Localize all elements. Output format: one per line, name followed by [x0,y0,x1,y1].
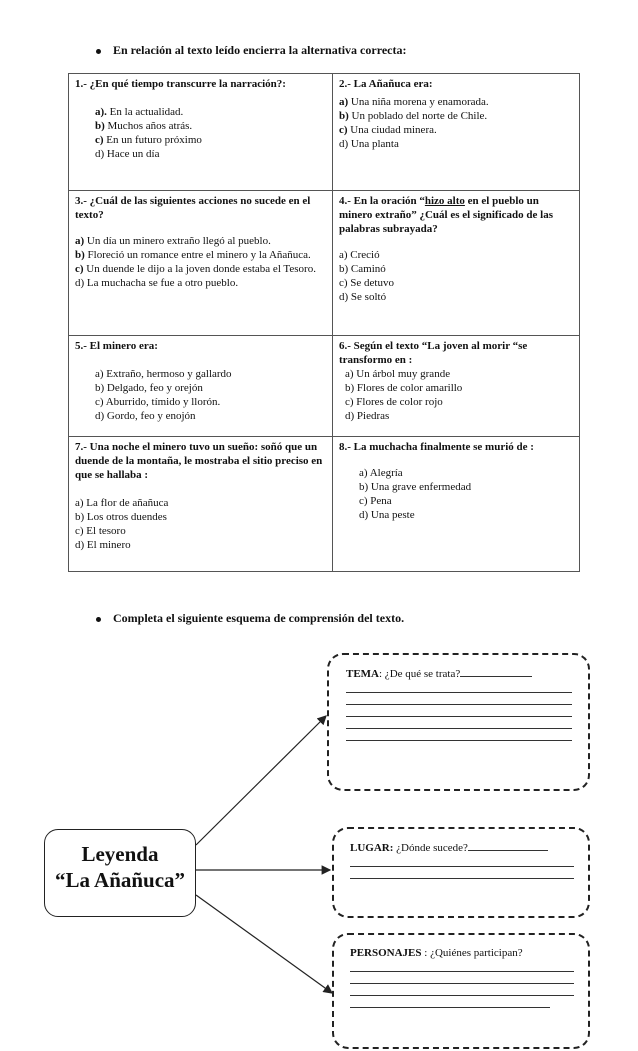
question-3-text: 3.- ¿Cuál de las siguientes acciones no sucede en el texto? [75,195,311,221]
lugar-prompt: LUGAR: ¿Dónde sucede? [350,840,574,855]
legend-title-line2: “La Añañuca” [54,868,186,892]
legend-center-box [44,829,196,917]
tema-prompt: TEMA: ¿De qué se trata? [346,666,572,681]
answer-line[interactable] [346,681,572,693]
question-1-text: 1.- ¿En qué tiempo transcurre la narración?: [75,78,286,90]
option[interactable]: c) El tesoro [75,525,126,537]
option[interactable]: b) Floreció un romance entre el minero y la Añañuca. [75,249,311,261]
option[interactable]: a) Alegría [359,467,403,479]
answer-line[interactable] [350,855,574,867]
answer-line[interactable] [346,705,572,717]
instruction-2-text: Completa el siguiente esquema de comprensión del texto. [113,611,405,625]
answer-line[interactable] [350,867,574,879]
instruction-1-text: En relación al texto leído encierra la alternativa correcta: [113,43,407,57]
answer-line[interactable] [350,960,574,972]
answer-line[interactable] [346,729,572,741]
question-4-text: 4.- En la oración “hizo alto en el pueblo un minero extraño” ¿Cuál es el significado de las palabras subrayada? [339,195,553,235]
arrow-to-tema [196,716,326,845]
option[interactable]: c) Se detuvo [339,277,394,289]
answer-line[interactable] [350,972,574,984]
personajes-box[interactable] [332,933,590,1049]
option[interactable]: a) Creció [339,249,380,261]
tema-box[interactable] [327,653,590,791]
option[interactable]: d) Se soltó [339,291,387,303]
option[interactable]: b) Flores de color amarillo [345,382,463,394]
option[interactable]: c) Flores de color rojo [345,396,443,408]
option[interactable]: c) En un futuro próximo [95,134,202,146]
option[interactable]: d) Una peste [359,509,415,521]
option[interactable]: a) La flor de añañuca [75,497,169,509]
arrow-to-personajes [196,895,332,993]
option[interactable]: b) Los otros duendes [75,511,167,523]
option[interactable]: d) Gordo, feo y enojón [95,410,196,422]
answer-line[interactable] [350,996,550,1008]
answer-line[interactable] [350,984,574,996]
option[interactable]: a) Extraño, hermoso y gallardo [95,368,232,380]
option[interactable]: c) Una ciudad minera. [339,124,437,136]
question-8-text: 8.- La muchacha finalmente se murió de : [339,441,534,453]
option[interactable]: c) Un duende le dijo a la joven donde estaba el Tesoro. [75,263,316,275]
option[interactable]: c) Aburrido, tímido y llorón. [95,396,221,408]
question-6-text: 6.- Según el texto “La joven al morir “se transformo en : [339,340,528,366]
answer-line[interactable] [346,693,572,705]
lugar-box[interactable] [332,827,590,918]
option[interactable]: d) Piedras [345,410,390,422]
answer-line[interactable] [346,717,572,729]
question-5-text: 5.- El minero era: [75,340,158,352]
question-7-text: 7.- Una noche el minero tuvo un sueño: soñó que un duende de la montaña, le mostraba el sitio preciso en que se hallaba : [75,441,323,481]
option[interactable]: b) Una grave enfermedad [359,481,472,493]
question-2-text: 2.- La Añañuca era: [339,78,433,90]
option[interactable]: d) Una planta [339,138,399,150]
option[interactable]: a) Una niña morena y enamorada. [339,96,489,108]
legend-title-line1: Leyenda [81,842,159,866]
option[interactable]: b) Un poblado del norte de Chile. [339,110,488,122]
option[interactable]: a) Un día un minero extraño llegó al pueblo. [75,235,271,247]
personajes-prompt: PERSONAJES : ¿Quiénes participan? [350,947,523,959]
option[interactable]: d) Hace un día [95,148,160,160]
option[interactable]: d) La muchacha se fue a otro pueblo. [75,277,239,289]
option[interactable]: b) Caminó [339,263,386,275]
option[interactable]: d) El minero [75,539,131,551]
option[interactable]: b) Muchos años atrás. [95,120,193,132]
option[interactable]: c) Pena [359,495,392,507]
underlined-phrase: hizo alto [424,195,465,207]
option[interactable]: b) Delgado, feo y orejón [95,382,203,394]
option[interactable]: a) Un árbol muy grande [345,368,451,380]
option[interactable]: a). En la actualidad. [95,106,184,118]
